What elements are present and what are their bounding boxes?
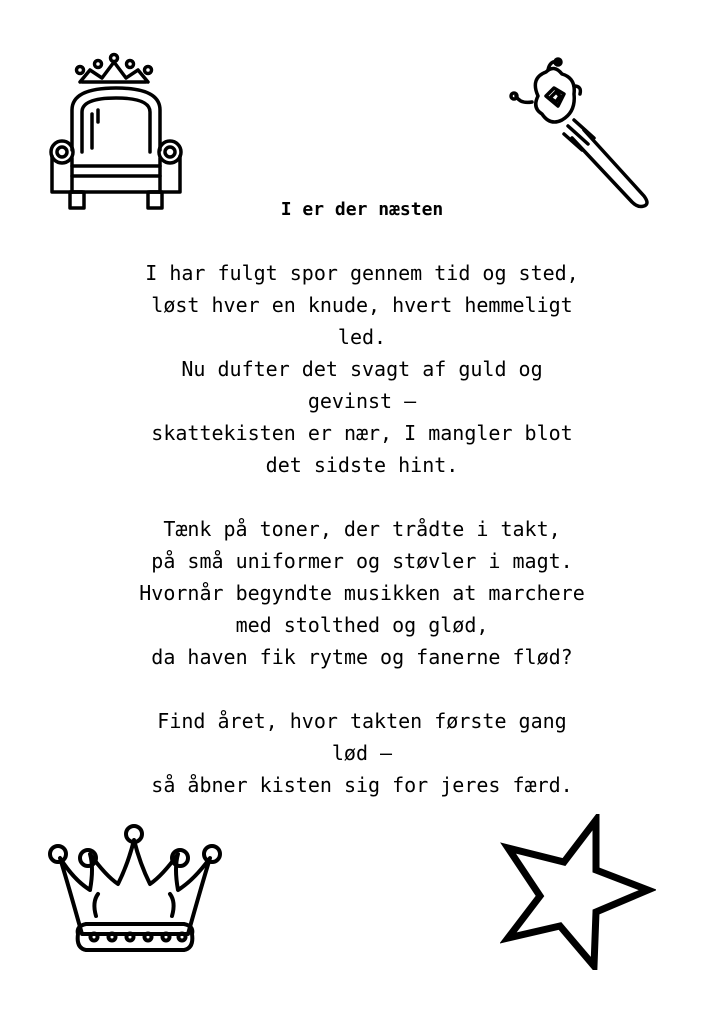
poem-line: lød –	[331, 741, 393, 765]
crown-icon	[46, 824, 224, 964]
poem-title: I er der næsten	[280, 199, 444, 220]
throne-icon	[48, 52, 184, 214]
poem-line: det sidste hint.	[265, 453, 459, 477]
poem-line: på små uniformer og støvler i magt.	[151, 549, 573, 573]
scepter-icon	[502, 56, 656, 210]
poem-line: I har fulgt spor gennem tid og sted,	[145, 261, 579, 285]
poem-body	[112, 257, 612, 833]
star-icon	[500, 814, 656, 970]
poem-line: med stolthed og glød,	[235, 613, 489, 637]
stanza-3	[112, 705, 612, 801]
poem-line: skattekisten er nær, I mangler blot	[151, 421, 573, 445]
poem-line: løst hver en knude, hvert hemmeligt	[151, 293, 573, 317]
stanza-2	[112, 513, 612, 673]
poem-line: Nu dufter det svagt af guld og	[181, 357, 543, 381]
poem-line: så åbner kisten sig for jeres færd.	[151, 773, 573, 797]
poem-line: da haven fik rytme og fanerne flød?	[151, 645, 573, 669]
poem-line: gevinst –	[307, 389, 417, 413]
poem-line: Tænk på toner, der trådte i takt,	[163, 517, 561, 541]
poem-line: Hvornår begyndte musikken at marchere	[139, 581, 585, 605]
stanza-1	[112, 257, 612, 481]
poem-line: led.	[337, 325, 387, 349]
poem-line: Find året, hvor takten første gang	[157, 709, 567, 733]
